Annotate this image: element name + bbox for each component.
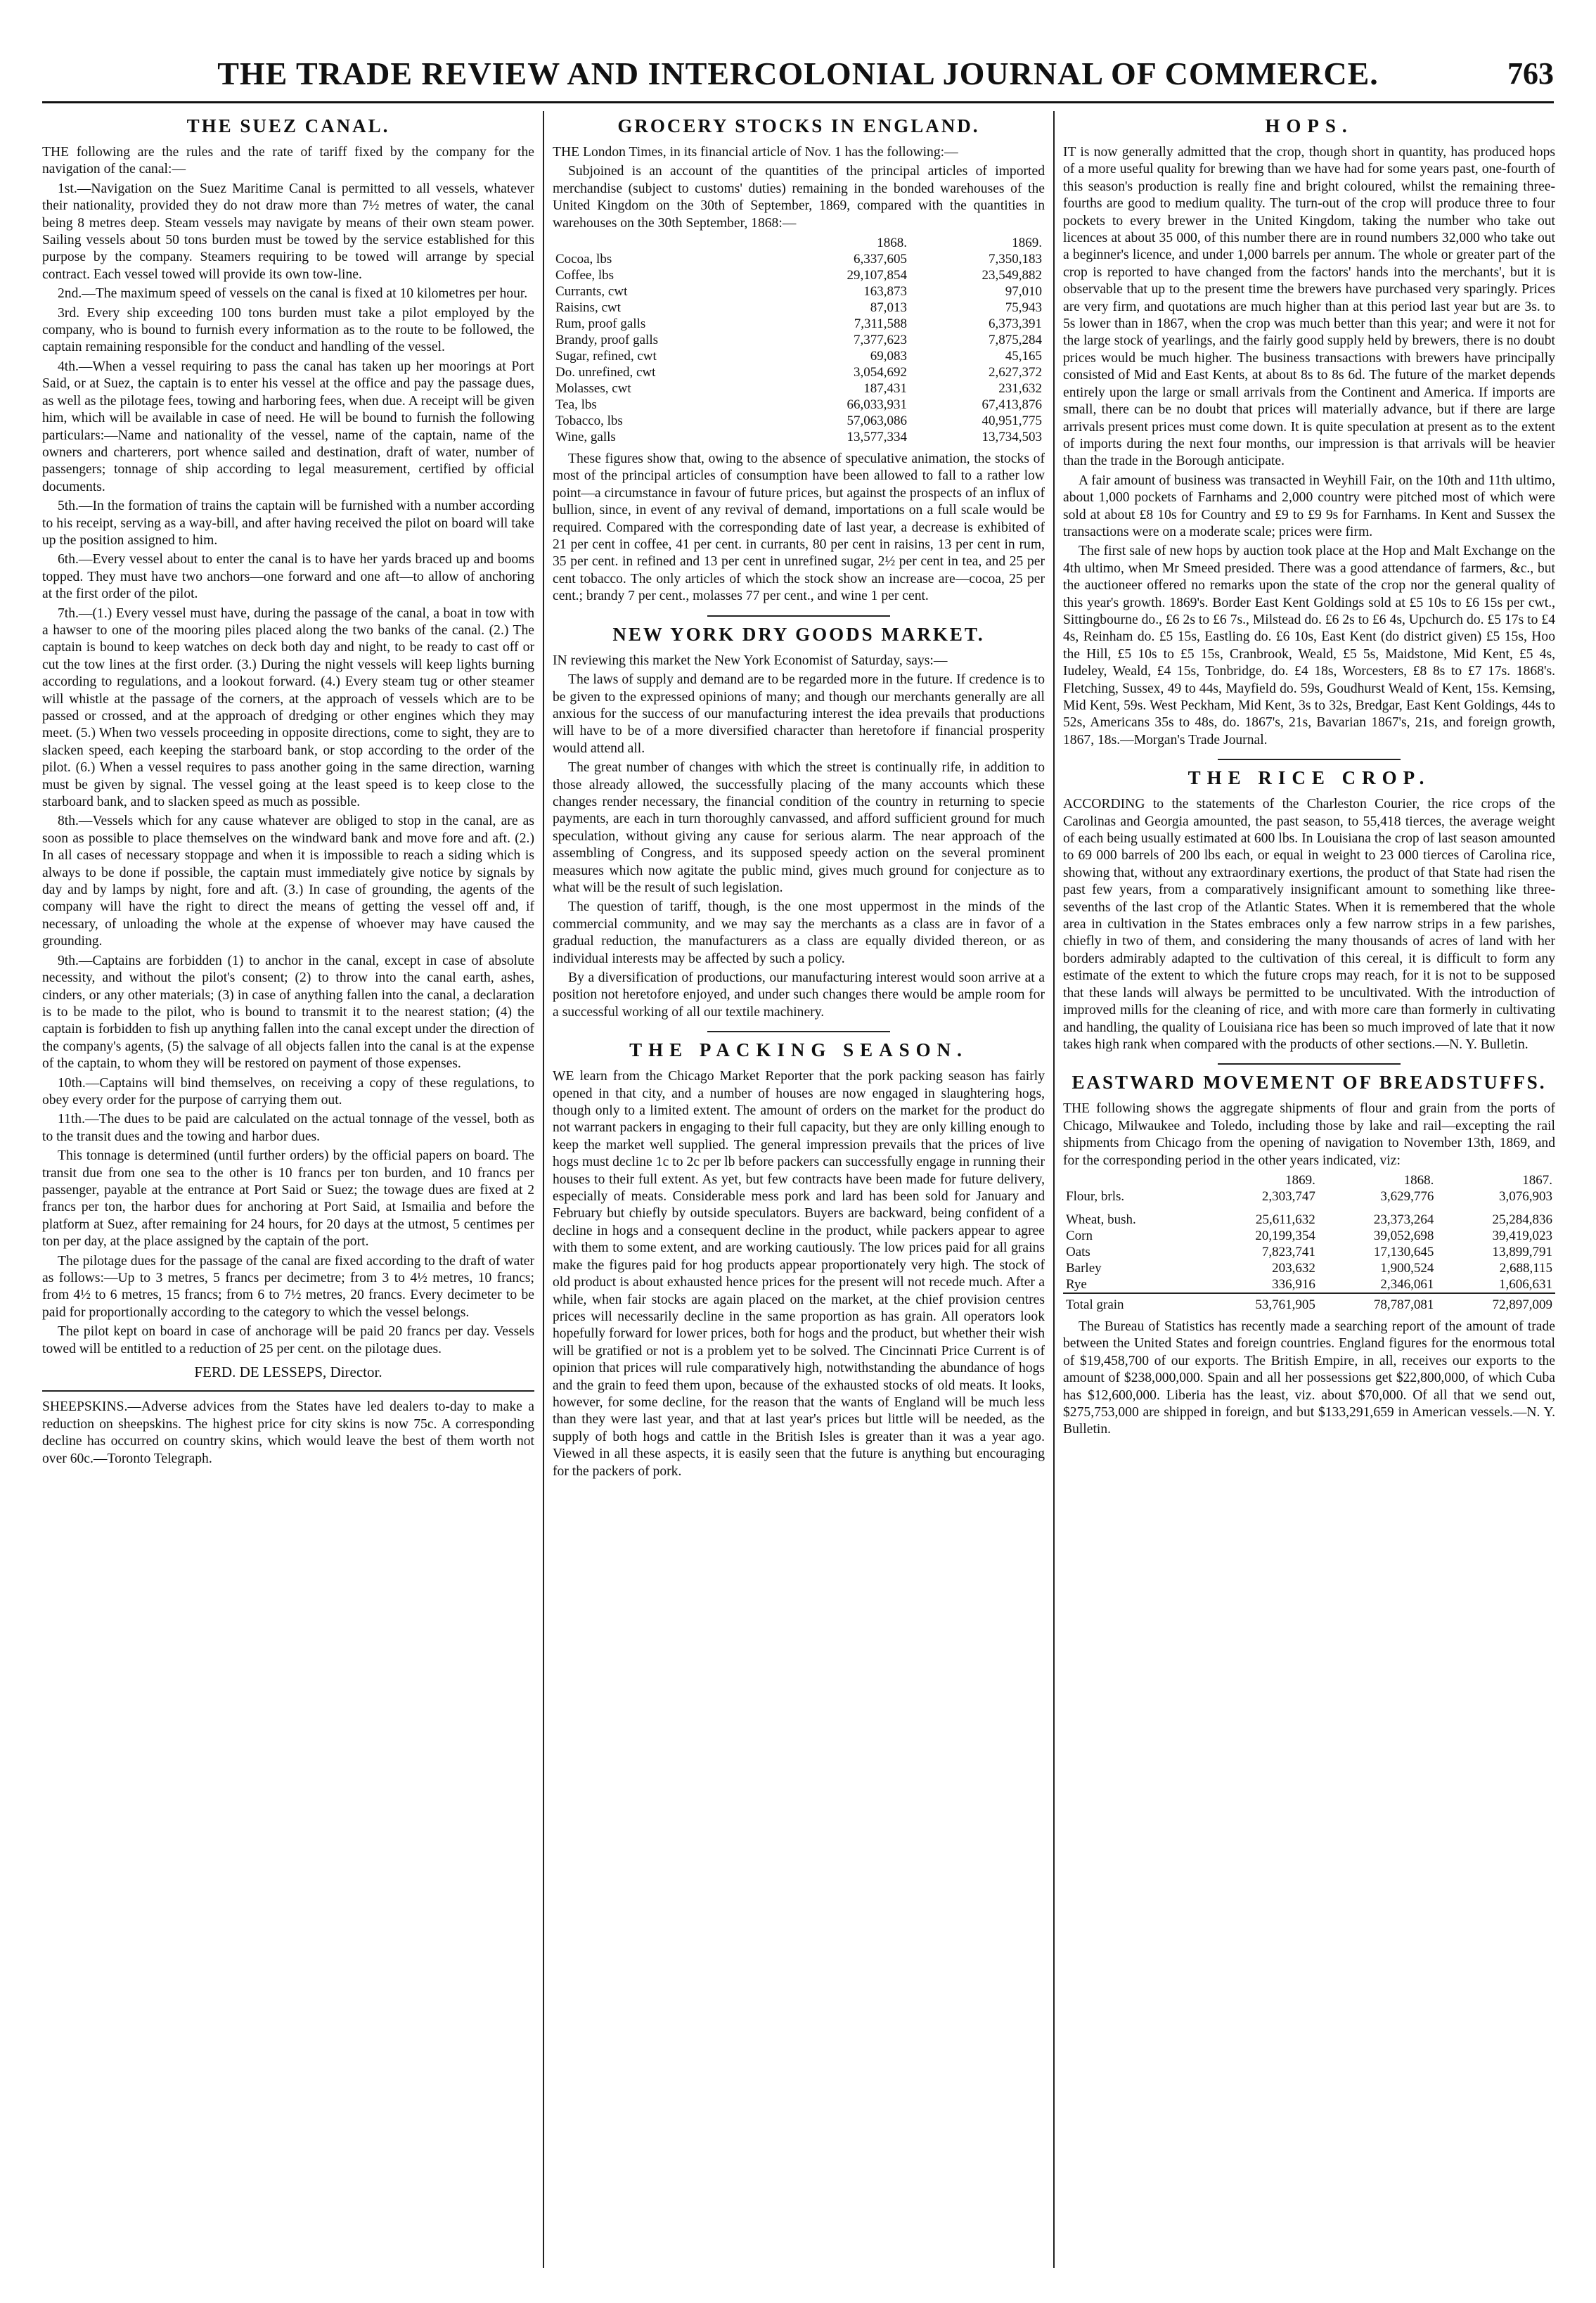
- article-paragraph: 7th.—(1.) Every vessel must have, during the passage of the canal, a boat in tow with a hawser to one of the mooring piles placed along the two banks of the canal. (2.) The captain is bound to keep watches on deck both day and night, to be ready to cast off or cut the tow lines at the first order. (3.) During the night vessels will keep lights burning according to regulations, and a lookout forward. (4.) Every steam tug or other steamer will whistle at the passage of the corners, at the approach of vessels which are to be passed or crossed, and at the approach of dredging or other engines which they may meet. (5.) When two vessels proceeding in opposite directions, come to sight, they are to slacken speed, each keeping the starboard bank, or stop according to the order of the pilot. (6.) When a vessel requires to pass another going in the same direction, warning must be given by signal. The vessel going at the least speed is to keep close to the starboard bank, and to slacken speed as much as possible.: [42, 605, 534, 810]
- row-label: Corn: [1066, 1228, 1093, 1243]
- row-label: Rye: [1066, 1276, 1087, 1292]
- table-cell: 6,337,605: [854, 252, 908, 267]
- row-label: Barley: [1066, 1260, 1102, 1276]
- table-row: [1063, 1293, 1555, 1313]
- breadstuffs-table: [1063, 1172, 1555, 1313]
- article-paragraph: 2nd.—The maximum speed of vessels on the canal is fixed at 10 kilometres per hour.: [58, 286, 528, 302]
- table-cell: 231,632: [998, 381, 1042, 397]
- article-paragraph: 5th.—In the formation of trains the captain will be furnished with a number according to his receipt, serving as a way-bill, and after having received the pilot on board will take up the position assigned to him.: [42, 499, 534, 548]
- table-row: [1063, 1260, 1555, 1276]
- article-packing-season: [553, 1039, 1045, 1480]
- article-paragraph: 10th.—Captains will bind themselves, on receiving a copy of these regulations, to obey every order for the purpose of carrying them out.: [42, 1075, 534, 1108]
- row-label: Rum, proof galls: [555, 316, 646, 332]
- table-row: [553, 332, 1045, 348]
- row-label: Do. unrefined, cwt: [555, 365, 656, 380]
- table-cell: 20,199,354: [1255, 1228, 1315, 1243]
- table-row: [553, 348, 1045, 364]
- table-corner: [553, 235, 775, 251]
- column-rule: [543, 111, 544, 2268]
- column-1: [42, 111, 534, 2268]
- table-cell: 72,897,009: [1436, 1293, 1555, 1313]
- article-paragraph: By a diversification of productions, our manufacturing interest would soon arrive at a position not heretofore enjoyed, and under such changes there would be ample room for a successful working of all our textile machinery.: [553, 970, 1045, 1020]
- divider: [707, 1031, 890, 1032]
- table-cell: 2,688,115: [1499, 1260, 1552, 1276]
- article-sheepskins: [42, 1399, 534, 1468]
- row-label: Tea, lbs: [555, 397, 597, 413]
- article-paragraph: The great number of changes with which the street is continually rife, in addition to those already allowed, the successfully placing of the many accounts which these changes render necessary, the financial condition of the country in returning to specie payments, are each in turn thoroughly canvassed, and afford sufficient ground for much speculation, without giving any cause for serious alarm. The near approach of the assembling of Congress, and its supposed speedy action on the several prominent measures which now agitate the public mind, gives much ground for conjecture as to what will be the result of such legislation.: [553, 760, 1045, 895]
- article-heading: THE SUEZ CANAL.: [186, 115, 390, 136]
- row-label: Brandy, proof galls: [555, 333, 658, 348]
- table-row: [553, 364, 1045, 380]
- article-paragraph: 4th.—When a vessel requiring to pass the canal has taken up her moorings at Port Said, or at Suez, the captain is to enter his vessel at the office and pay the passage dues, as well as the pilotage fees, towing and harboring fees, when due. A receipt will be given him, which will be available in case of need. He will be bound to furnish the following particulars:—Name and nationality of the vessel, name of the captain, name of the owners and charterers, port whence sailed and destination, draft of water, number of passengers; tonnage of ship according to legal measurement, certified by official documents.: [42, 359, 534, 494]
- table-cell: 39,419,023: [1492, 1228, 1552, 1243]
- row-label: Oats: [1066, 1244, 1090, 1259]
- divider: [707, 615, 890, 617]
- table-cell: 75,943: [1005, 300, 1042, 316]
- table-cell: 23,373,264: [1373, 1212, 1434, 1227]
- article-heading: HOPS.: [1265, 115, 1353, 136]
- article-body: [1063, 144, 1555, 749]
- article-paragraph: IN reviewing this market the New York Economist of Saturday, says:—: [553, 653, 948, 668]
- table-cell: 45,165: [1005, 349, 1042, 364]
- table-row: [553, 251, 1045, 267]
- row-label: Raisins, cwt: [555, 300, 621, 316]
- table-row: [553, 267, 1045, 283]
- table-cell: 13,577,334: [847, 430, 908, 445]
- row-label: Molasses, cwt: [555, 381, 631, 397]
- divider: [1218, 1063, 1401, 1065]
- article-paragraph: The laws of supply and demand are to be regarded more in the future. If credence is to be given to the expressed opinions of many; and though our merchants generally are all anxious for the success of our manufacturing interest the idea prevails that productions will have to be of a more diversified character than heretofore if financial prosperity would attend all.: [553, 672, 1045, 756]
- article-paragraph: 8th.—Vessels which for any cause whatever are obliged to stop in the canal, are as soon as possible to place themselves on the windward bank and move fore and aft. (2.) In all cases of necessary stoppage and when it is impossible to reach a siding which is always to be done if possible, the captain must immediately give notice by signals by day and by lamps by night, fore and aft. (3.) In case of grounding, the agents of the company will have the right to direct the means of getting the vessel off and, if necessary, of unloading the whole at the expense of whoever may have caused the grounding.: [42, 814, 534, 949]
- article-eastward-breadstuffs: [1063, 1072, 1555, 1438]
- table-row: [553, 380, 1045, 397]
- article-body: [553, 1068, 1045, 1480]
- article-heading: GROCERY STOCKS IN ENGLAND.: [617, 115, 980, 136]
- table-cell: 23,549,882: [982, 268, 1042, 283]
- article-hops: [1063, 115, 1555, 749]
- table-cell: 7,875,284: [989, 333, 1042, 348]
- column-rule: [1053, 111, 1055, 2268]
- table-cell: 6,373,391: [989, 316, 1042, 332]
- article-body: [553, 653, 1045, 1022]
- article-paragraph: 1st.—Navigation on the Suez Maritime Canal is permitted to all vessels, whatever their nationality, provided they do not draw more than 7½ metres of water, the canal being 8 metres deep. Steam vessels may navigate by means of their own steam power. Sailing vessels about 50 tons burden must be towed by the service established for this purpose by the company. Steamers requiring to be towed will arrange by special contract. Each vessel towed will provide its own tow-line.: [42, 181, 534, 282]
- column-header: 1869.: [1012, 236, 1042, 251]
- row-label: Total grain: [1063, 1293, 1199, 1313]
- table-cell: 97,010: [1005, 284, 1042, 300]
- table-cell: 3,076,903: [1499, 1188, 1552, 1204]
- article-heading: THE RICE CROP.: [1188, 767, 1431, 789]
- column-header: 1868.: [877, 236, 908, 251]
- column-header: 1869.: [1285, 1172, 1315, 1188]
- article-heading: THE PACKING SEASON.: [629, 1039, 968, 1061]
- table-cell: 67,413,876: [982, 397, 1042, 413]
- row-label: Coffee, lbs: [555, 268, 614, 283]
- table-row: [553, 316, 1045, 332]
- article-paragraph: 3rd. Every ship exceeding 100 tons burden must take a pilot employed by the company, who is bound to furnish every information as to the route to be followed, the captain remaining responsible for the conduct and handling of the vessel.: [42, 305, 534, 355]
- article-paragraph: A fair amount of business was transacted in Weyhill Fair, on the 10th and 11th ultimo, about 1,000 pockets of Farnhams and 2,000 country were pitched most of which were sold at about £8 10s for Country and £9 to £9 9s for Farnhams. In Kent and Sussex the transactions were on a moderate scale; prices were firm.: [1063, 473, 1555, 539]
- article-heading: EASTWARD MOVEMENT OF BREADSTUFFS.: [1071, 1072, 1547, 1093]
- table-corner: [1063, 1172, 1199, 1188]
- article-rice-crop: [1063, 767, 1555, 1053]
- article-new-york-dry-goods: [553, 624, 1045, 1022]
- table-cell: 7,350,183: [989, 252, 1042, 267]
- table-cell: 66,033,931: [847, 397, 908, 413]
- table-cell: 69,083: [870, 349, 908, 364]
- table-cell: 3,054,692: [854, 365, 908, 380]
- table-cell: 57,063,086: [847, 413, 908, 429]
- article-paragraph: IT is now generally admitted that the crop, though short in quantity, has produced hops of a more useful quality for brewing than we have had for some years past, one-fourth of this season's production is really fine and bright coloured, whilst the remaining three-fourths are good to medium quality. The turn-out of the crop will produce three to four pockets to every brewer in the United Kingdom, taking the number who take out licences at about 35 000, of this number there are in round numbers 32,000 who take out a beginner's licence, and under 1,000 barrels per annum. The whole or greater part of the crop is reported to have changed from the factors' hands into the merchants', but it is observable that up to the present time the brewers have purchased very sparingly. Prices are very firm, and quotations are much higher than at this period last year but are 3s. to 5s lower than in 1867, when the crop was much better than this year; and were it not for the large stock of yearlings, and the fairly good supply held by brewers, there is no doubt prices would be much higher. The business transactions with brewers have principally consisted of Mid and East Kents, at about 8s to 8s 6d. The future of the market depends entirely upon the large or small arrivals from the Continent and America. If imports are small, there can be no doubt that prices will materially advance, but if there are large arrivals present prices must come down. It is quite speculation at present as to the extent of imports during the next four months, our impression is that arrivals will be heavier than the trade in the Borough anticipate.: [1063, 145, 1555, 469]
- row-label: Wine, galls: [555, 430, 616, 445]
- row-label: Wheat, bush.: [1066, 1212, 1136, 1227]
- article-paragraph: The pilot kept on board in case of anchorage will be paid 20 francs per day. Vessels towed will be entitled to a reduction of 25 per cent. on the pilotage dues.: [42, 1324, 534, 1356]
- table-cell: 17,130,645: [1373, 1244, 1434, 1259]
- article-paragraph: WE learn from the Chicago Market Reporter that the pork packing season has fairly opened in that city, and a number of houses are now engaged in slaughtering hogs, though only to a limited extent. The amount of orders on the market for the product do not warrant packers in engaging to their full capacity, but they are only killing enough to keep the market well supplied. The general impression prevails that the prices of live hogs must decline 1c to 2c per lb before packers can successfully engage in running their houses to their full extent. As yet, but few contracts have been made for future delivery, especially of meats. Considerable mess pork and lard has been sold for January and February but chiefly by outside speculators. Buyers are backward, being confident of a decline in hogs and a consequent decline in the product, while packers appear to agree with them to some extent, and are working cautiously. The low prices paid for all grains make the figures paid for hog products appear proportionately very high. The stock of old product is about exhausted hence prices for the present will not recede much. After a while, when fair stocks are again placed on the market, at the chief provision centres prices will necessarily decline in the same proportion as has grain. All operators look hopefully forward for lower prices, both for hogs and the product, but whether their wish will be gratified or not is a problem yet to be solved. The Cincinnati Price Current is of opinion that prices will rule comparatively high, notwithstanding the abundance of hogs and the grain to feed them upon, because of the exhausted stocks of old meats. It looks, however, for some decline, for the reason that the wants of England will be much less than they were last year, and that at last year's prices but little will be needed, as the supply of both hogs and cattle in the British Isles is greater than it was a year ago. Viewed in all these aspects, it is easily seen that the future is anything but encouraging for the packers of pork.: [553, 1069, 1045, 1479]
- article-paragraph: This tonnage is determined (until further orders) by the official papers on board. The transit due from one sea to the other is 10 francs per ton burden, and 10 francs per passenger, payable at the entrance at Port Said or Suez; the towage dues are fixed at 2 francs per ton, the harbor dues for anchoring at Port Said, at Ismailia and before the platform at Suez, after remaining for 24 hours, for 20 days at the utmost, 5 centimes per ton per day, at the place assigned by the captain of the port.: [42, 1148, 534, 1250]
- table-row: [1063, 1188, 1555, 1205]
- table-row: [1063, 1244, 1555, 1260]
- column-3: [1063, 111, 1555, 2268]
- row-label: Currants, cwt: [555, 284, 628, 300]
- article-paragraph: ACCORDING to the statements of the Charleston Courier, the rice crops of the Carolinas and Georgia amounted, the past season, to 55,418 tierces, the average weight of each being usually estimated at 600 lbs. In Louisiana the crop of last season amounted to 69 000 barrels of 200 lbs each, or equal in weight to 23 000 tierces of Carolina rice, showing that, without any extraordinary exertions, the product of that State had risen the past few years, from a comparatively insignificant amount to something like three-sevenths of the last crop of the Atlantic States. When it is remembered that the whole area in cultivation in the States embraces only a few narrow strips in a few parishes, chiefly in two of them, and considering the many thousands of acres of land with her borders admirably adapted to the cultivation of this cereal, it is difficult to form any estimate of the extent to which the future crops may reach, for it is not to be supposed that these lands will always be permitted to be uncultivated. With the introduction of improved mills for the cleaning of rice, and with more care than formerly in cultivating and handling, the quality of Louisiana rice has been so much improved of late that it now takes high rank when compared with the products of other sections.—N. Y. Bulletin.: [1063, 797, 1555, 1052]
- row-label: Tobacco, lbs: [555, 413, 623, 429]
- table-cell: 87,013: [870, 300, 908, 316]
- masthead: [42, 52, 1554, 103]
- article-grocery-stocks: [553, 115, 1045, 605]
- article-paragraph: 6th.—Every vessel about to enter the canal is to have her yards braced up and booms topped. They must have two anchors—one forward and one aft—to allow of anchoring at the first order of the pilot.: [42, 552, 534, 602]
- table-row: [553, 283, 1045, 300]
- row-label: Sugar, refined, cwt: [555, 349, 657, 364]
- table-cell: 2,303,747: [1261, 1188, 1315, 1204]
- table-row: [1063, 1205, 1555, 1228]
- article-paragraph: The Bureau of Statistics has recently made a searching report of the amount of trade between the United States and foreign countries. England figures for the enormous total of $19,458,700 of our exports. The British Empire, in all, receives our exports to the amount of $238,000,000. Spain and all her possessions get $22,800,000, of which Cuba has $12,600,000. Liberia has the least, viz. about $70,000. Of all that we send out, $275,753,000 are shipped in foreign, and but $133,291,659 in American vessels.—N. Y. Bulletin.: [1063, 1319, 1555, 1437]
- table-row: [553, 300, 1045, 316]
- divider: [1218, 759, 1401, 760]
- article-paragraph: Subjoined is an account of the quantities of the principal articles of imported merchandise (subject to customs' duties) remaining in the bonded warehouses of the United Kingdom on the 30th of September, 1869, compared with the quantities in warehouses on the 30th September, 1868:—: [553, 164, 1045, 231]
- table-cell: 25,611,632: [1256, 1212, 1315, 1227]
- table-cell: 13,899,791: [1492, 1244, 1552, 1259]
- table-cell: 53,761,905: [1199, 1293, 1318, 1313]
- table-cell: 2,346,061: [1380, 1276, 1434, 1292]
- table-cell: 163,873: [863, 284, 908, 300]
- table-cell: 1,900,524: [1380, 1260, 1434, 1276]
- table-cell: 39,052,698: [1373, 1228, 1434, 1243]
- article-heading: NEW YORK DRY GOODS MARKET.: [612, 623, 985, 645]
- grocery-stock-table: [553, 235, 1045, 445]
- divider: [42, 1390, 534, 1392]
- table-cell: 336,916: [1272, 1276, 1315, 1292]
- article-paragraph: The question of tariff, though, is the one most uppermost in the minds of the commercial community, and we may say the merchants as a class are in favor of a gradual reduction, the manufacturers as a class are equally divided thereon, or as individual interests may be affected by such a policy.: [553, 899, 1045, 966]
- table-cell: 25,284,836: [1492, 1212, 1552, 1227]
- article-body: [42, 144, 534, 1358]
- article-paragraph: THE following are the rules and the rate of tariff fixed by the company for the navigation of the canal:—: [42, 145, 534, 177]
- column-2: [553, 111, 1045, 2268]
- column-header: 1868.: [1403, 1172, 1434, 1188]
- table-cell: 13,734,503: [982, 430, 1042, 445]
- table-row: [553, 429, 1045, 445]
- table-cell: 78,787,081: [1318, 1293, 1437, 1313]
- article-signature: FERD. DE LESSEPS, Director.: [194, 1364, 382, 1381]
- table-row: [1063, 1276, 1555, 1293]
- table-cell: 203,632: [1272, 1260, 1315, 1276]
- table-cell: 29,107,854: [847, 268, 908, 283]
- table-row: [553, 397, 1045, 413]
- article-intro: THE London Times, in its financial article of Nov. 1 has the following:—: [553, 145, 958, 160]
- page-number: 763: [1507, 56, 1554, 91]
- table-cell: 2,627,372: [989, 365, 1042, 380]
- table-cell: 40,951,775: [982, 413, 1042, 429]
- table-row: [553, 413, 1045, 429]
- table-cell: 7,823,741: [1261, 1244, 1315, 1259]
- article-body: [1063, 796, 1555, 1053]
- journal-title: THE TRADE REVIEW AND INTERCOLONIAL JOURNAL OF COMMERCE.: [217, 56, 1379, 91]
- column-header: 1867.: [1522, 1172, 1552, 1188]
- article-suez-canal: [42, 115, 534, 1380]
- row-label: Cocoa, lbs: [555, 252, 612, 267]
- table-cell: 3,629,776: [1380, 1188, 1434, 1204]
- table-cell: 7,377,623: [854, 333, 908, 348]
- article-text: SHEEPSKINS.—Adverse advices from the States have led dealers to-day to make a reduction on sheepskins. The highest price for city skins is now 75c. A corresponding decline has occurred on country skins, which would leave the best of them worth not over 60c.—Toronto Telegraph.: [42, 1399, 534, 1466]
- table-row: [1063, 1228, 1555, 1244]
- article-paragraph: These figures show that, owing to the absence of speculative animation, the stocks of most of the principal articles of consumption have been allowed to fall to a rather low point—a circumstance in favour of future prices, but against the prospects of an influx of bullion, since, in event of any revival of demand, importations on a full scale would be required. Compared with the corresponding date of last year, a decrease is exhibited of 21 per cent in coffee, 41 per cent. in currants, 80 per cent in raisins, 13 per cent in rum, 35 per cent. in refined and 13 per cent in unrefined sugar, 2½ per cent in tea, and 25 per cent tobacco. The only articles of which the stock show an increase are—cocoa, 25 per cent.; brandy 7 per cent., molasses 77 per cent., and wine 1 per cent.: [553, 451, 1045, 604]
- table-cell: 1,606,631: [1499, 1276, 1552, 1292]
- table-cell: 187,431: [863, 381, 908, 397]
- table-cell: 7,311,588: [854, 316, 908, 332]
- article-paragraph: 9th.—Captains are forbidden (1) to anchor in the canal, except in case of absolute necessity, and without the pilot's consent; (2) to throw into the canal earth, ashes, cinders, or any other materials; (3) in case of anything fallen into the canal, a declaration is to be made to the pilot, who is bound to transmit it to the nearest station; (4) the captain is forbidden to fish up anything fallen into the canal except under the direction of the company's agents, (5) the salvage of all objects fallen into the canal is at the expense of the captain, to whom they will be restored on payment of those expenses.: [42, 953, 534, 1072]
- article-paragraph: The pilotage dues for the passage of the canal are fixed according to the draft of water as follows:—Up to 3 metres, 5 francs per decimetre; from 3 to 4½ metres, 10 francs; from 4½ to 6 metres, 15 francs; from 6 to 7½ metres, 20 francs. Every decimeter to be paid for proportionally according to the category to which the vessel belongs.: [42, 1253, 534, 1320]
- row-label: Flour, brls.: [1066, 1188, 1125, 1204]
- article-paragraph: The first sale of new hops by auction took place at the Hop and Malt Exchange on the 4th ultimo, when Mr Smeed presided. There was a good attendance of farmers, &c., but the auctioneer offered no remarks upon the state of the crop nor the general quality of this year's growth. 1869's. Border East Kent Goldings sold at £5 10s to £6 15s per cwt., Sittingbourne do., £6 2s to £6 7s., Milstead do. £6 2s to £6 4s, Upchurch do. £5 17s to £4 4s, Reinham do. £5 15s, Eastling do. £6 10s, East Kent (do district given) £5 15s, Hoo the Hill, £5 10s to £5 15s, Cranbrook, Weald, £5 5s, Maidstone, Mid Kent, £5 4s, Iudeley, Weald, £4 15s, Tonbridge, do. £4 18s, Worcesters, £8 8s to £7 17s. 1868's. Fletching, Sussex, 49 to 44s, Mayfield do. 59s, Goudhurst Weald of Kent, 15s. Kemsing, Mid Kent, 59s. West Peckham, Mid Kent, 3s to 32s, Bredgar, East Kent Goldings, 44s to 52s, Americans 35s to 48s, do. 1867's, 21s, Bavarian 1867's, 21s, and foreign growth, 1867, 18s.—Morgan's Trade Journal.: [1063, 544, 1555, 748]
- article-intro: THE following shows the aggregate shipments of flour and grain from the ports of Chicago, Milwaukee and Toledo, including those by lake and rail—excepting the rail shipments from Chicago from the opening of navigation to November 13th, 1869, and for the corresponding period in the other years indicated, viz:: [1063, 1101, 1555, 1168]
- article-paragraph: 11th.—The dues to be paid are calculated on the actual tonnage of the vessel, both as to the transit dues and the towing and harbor dues.: [42, 1112, 534, 1144]
